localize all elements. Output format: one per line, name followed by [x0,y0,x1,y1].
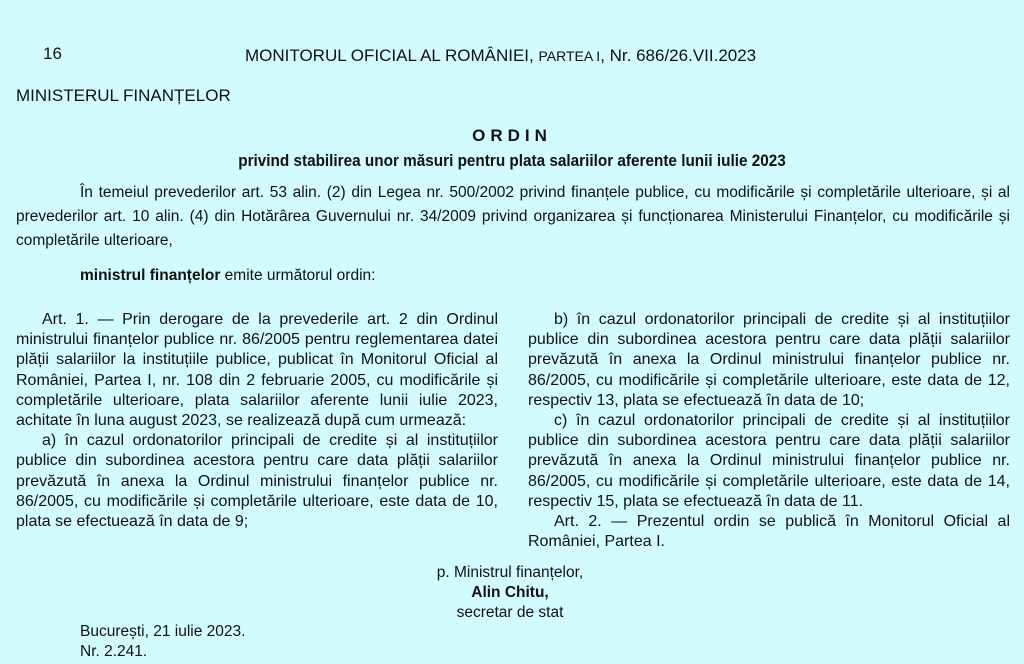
publication-part: PARTEA I [538,48,601,64]
right-column [528,310,1010,552]
publication-issue: , Nr. 686/26.VII.2023 [600,46,757,65]
signature-block [380,563,640,623]
order-number: Nr. 2.241. [80,643,148,660]
article-2: Art. 2. — Prezentul ordin se publică în Monitorul Oficial al României, Partea I. [528,513,1010,551]
issuer-action: emite următorul ordin: [220,267,376,284]
preamble-paragraph: În temeiul prevederilor art. 53 alin. (2) din Legea nr. 500/2002 privind finanțele publice, cu modificările și completările ulterioare, și al prevederilor art. 10 alin. (4) din Hotărârea Guvernului nr. 34/2009 privind organizarea și funcționarea Ministerului Finanțelor, cu modificările și completările ulterioare, [16,184,1010,249]
place-and-date: București, 21 iulie 2023. [80,623,246,640]
signatory-name: Alin Chitu, [471,584,549,601]
article-1-intro: Art. 1. — Prin derogare de la prevederile art. 2 din Ordinul ministrului finanțelor publice nr. 86/2005 pentru reglementarea datei plății salariilor la instituțiile publice, publicat în Monitorul Oficial al României, Partea I, nr. 108 din 2 februarie 2005, cu modificările și completările ulterioare, plata salariilor aferente lunii iulie 2023, achitate în luna august 2023, se realizează după cum urmează: [16,311,498,430]
page-number: 16 [43,44,62,63]
issuer-title: ministrul finanțelor [80,267,221,284]
article-1-item-b: b) în cazul ordonatorilor principali de credite și al instituțiilor publice din subordinea acestora pentru care data plății salariilor prevăzută în anexa la Ordinul ministrului finanțelor publice nr. 86/2005, cu modificările și completările ulterioare, este data de 12, respectiv 13, plata se efectuează în data de 10; [528,311,1010,409]
article-1-item-c: c) în cazul ordonatorilor principali de credite și al instituțiilor publice din subordinea acestora pentru care data plății salariilor prevăzută în anexa la Ordinul ministrului finanțelor publice nr. 86/2005, cu modificările și completările ulterioare, este data de 14, respectiv 15, plata se efectuează în data de 11. [528,412,1010,510]
signatory-role: secretar de stat [456,604,564,621]
publication-title: MONITORUL OFICIAL AL ROMÂNIEI, [245,46,539,65]
document-type-heading: ORDIN [472,126,552,145]
article-1-item-a: a) în cazul ordonatorilor principali de credite și al instituțiilor publice din subordinea acestora pentru care data plății salariilor prevăzută în anexa la Ordinul ministrului finanțelor publice nr. 86/2005, cu modificările și completările ulterioare, este data de 10, plata se efectuează în data de 9; [16,432,498,531]
place-date-block [80,622,245,662]
document-subtitle: privind stabilirea unor măsuri pentru plata salariilor aferente lunii iulie 2023 [238,151,786,170]
issuer-line [80,267,375,285]
running-header [245,46,756,66]
left-column [16,310,498,532]
issuing-ministry: MINISTERUL FINANȚELOR [16,86,231,105]
signature-on-behalf: p. Ministrul finanțelor, [436,564,584,581]
